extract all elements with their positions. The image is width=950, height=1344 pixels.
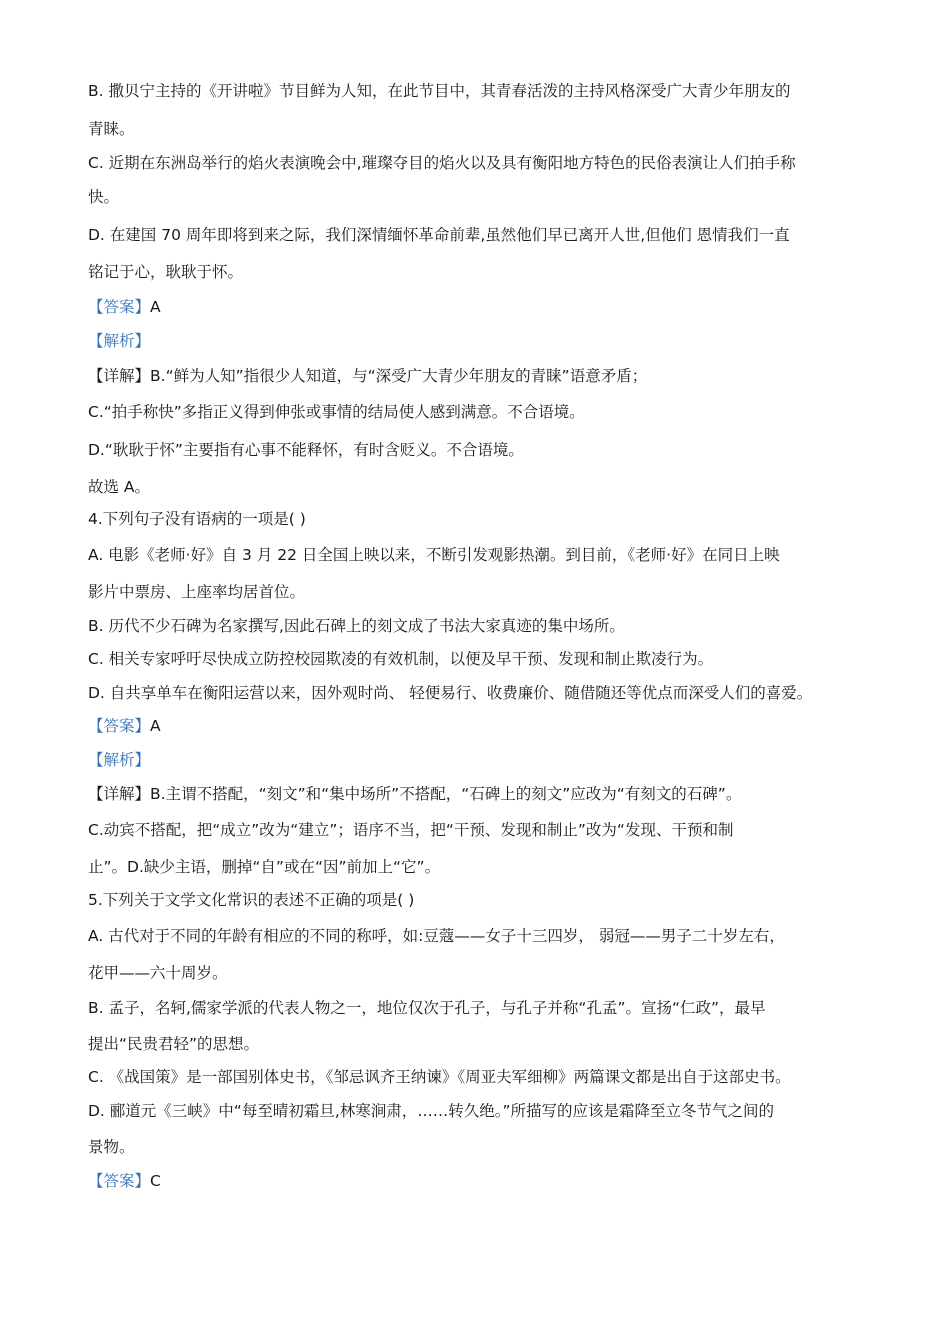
q5-option-d-line2: 景物。 (88, 1138, 135, 1156)
q4-analysis-tag: 【解析】 (88, 751, 151, 769)
answer-tag: 【答案】 (88, 717, 151, 735)
q5-answer (88, 1171, 878, 1191)
q4-stem: 4.下列句子没有语病的一项是( ) (88, 510, 306, 528)
q4-option-a-line1: A. 电影《老师·好》自 3 月 22 日全国上映以来，不断引发观影热潮。到目前，《老师·好》在同日上映 (88, 546, 780, 564)
q3-detail-line4: 故选 A。 (88, 478, 151, 496)
q4-detail-line2: C.动宾不搭配，把“成立”改为“建立”；语序不当，把“干预、发现和制止”改为“发现、干预和制 (88, 821, 734, 839)
q5-option-a-line1: A. 古代对于不同的年龄有相应的不同的称呼，如:豆蔻——女子十三四岁， 弱冠——男子二十岁左右， (88, 927, 785, 945)
answer-value: A (150, 717, 161, 735)
q3-option-c-line1: C. 近期在东洲岛举行的焰火表演晚会中,璀璨夺目的焰火以及具有衡阳地方特色的民俗表演让人们拍手称 (88, 154, 796, 172)
q4-answer (88, 716, 878, 736)
q4-detail-line1 (88, 784, 878, 804)
q4-option-a-line2: 影片中票房、上座率均居首位。 (88, 583, 306, 601)
q3-option-d-line1: D. 在建国 70 周年即将到来之际，我们深情缅怀革命前辈,虽然他们早已离开人世,但他们 恩情我们一直 (88, 226, 790, 244)
q5-stem: 5.下列关于文学文化常识的表述不正确的项是( ) (88, 891, 415, 909)
q4-option-d: D. 自共享单车在衡阳运营以来，因外观时尚、 轻便易行、收费廉价、随借随还等优点而深受人们的喜爱。 (88, 684, 813, 702)
answer-value: A (150, 298, 161, 316)
q3-option-c-line2: 快。 (88, 188, 120, 206)
q3-option-b-line1: B. 撒贝宁主持的《开讲啦》节目鲜为人知，在此节目中，其青春活泼的主持风格深受广大青少年朋友的 (88, 82, 791, 100)
q3-detail-line3: D.“耿耿于怀”主要指有心事不能释怀，有时含贬义。不合语境。 (88, 441, 524, 459)
answer-value: C (150, 1172, 161, 1190)
answer-tag: 【答案】 (88, 1172, 151, 1190)
detail-text: B.“鲜为人知”指很少人知道，与“深受广大青少年朋友的青睐”语意矛盾； (150, 367, 648, 385)
q5-option-b-line1: B. 孟子，名轲,儒家学派的代表人物之一，地位仅次于孔子，与孔子并称“孔孟”。宣扬“仁政”，最早 (88, 999, 766, 1017)
q3-answer (88, 297, 878, 317)
detail-text: B.主谓不搭配，“刻文”和“集中场所”不搭配，“石碑上的刻文”应改为“有刻文的石碑”。 (150, 785, 742, 803)
q5-option-a-line2: 花甲——六十周岁。 (88, 964, 228, 982)
q3-detail-line2: C.“拍手称快”多指正义得到伸张或事情的结局使人感到满意。不合语境。 (88, 403, 585, 421)
answer-tag: 【答案】 (88, 298, 151, 316)
detail-tag: 【详解】 (88, 367, 151, 385)
q4-detail-line3: 止”。D.缺少主语，删掉“自”或在“因”前加上“它”。 (88, 858, 441, 876)
q3-option-d-line2: 铭记于心，耿耿于怀。 (88, 263, 244, 281)
q3-detail-line1 (88, 366, 878, 386)
q4-option-b: B. 历代不少石碑为名家撰写,因此石碑上的刻文成了书法大家真迹的集中场所。 (88, 617, 625, 635)
q5-option-b-line2: 提出“民贵君轻”的思想。 (88, 1035, 260, 1053)
detail-tag: 【详解】 (88, 785, 151, 803)
q5-option-d-line1: D. 郦道元《三峡》中“每至晴初霜旦,林寒涧肃，……转久绝。”所描写的应该是霜降至立冬节气之间的 (88, 1102, 775, 1120)
q5-option-c: C. 《战国策》是一部国别体史书，《邹忌讽齐王纳谏》《周亚夫军细柳》两篇课文都是出自于这部史书。 (88, 1068, 791, 1086)
q4-option-c: C. 相关专家呼吁尽快成立防控校园欺凌的有效机制，以便及早干预、发现和制止欺凌行为。 (88, 650, 714, 668)
q3-option-b-line2: 青睐。 (88, 120, 135, 138)
q3-analysis-tag: 【解析】 (88, 332, 151, 350)
